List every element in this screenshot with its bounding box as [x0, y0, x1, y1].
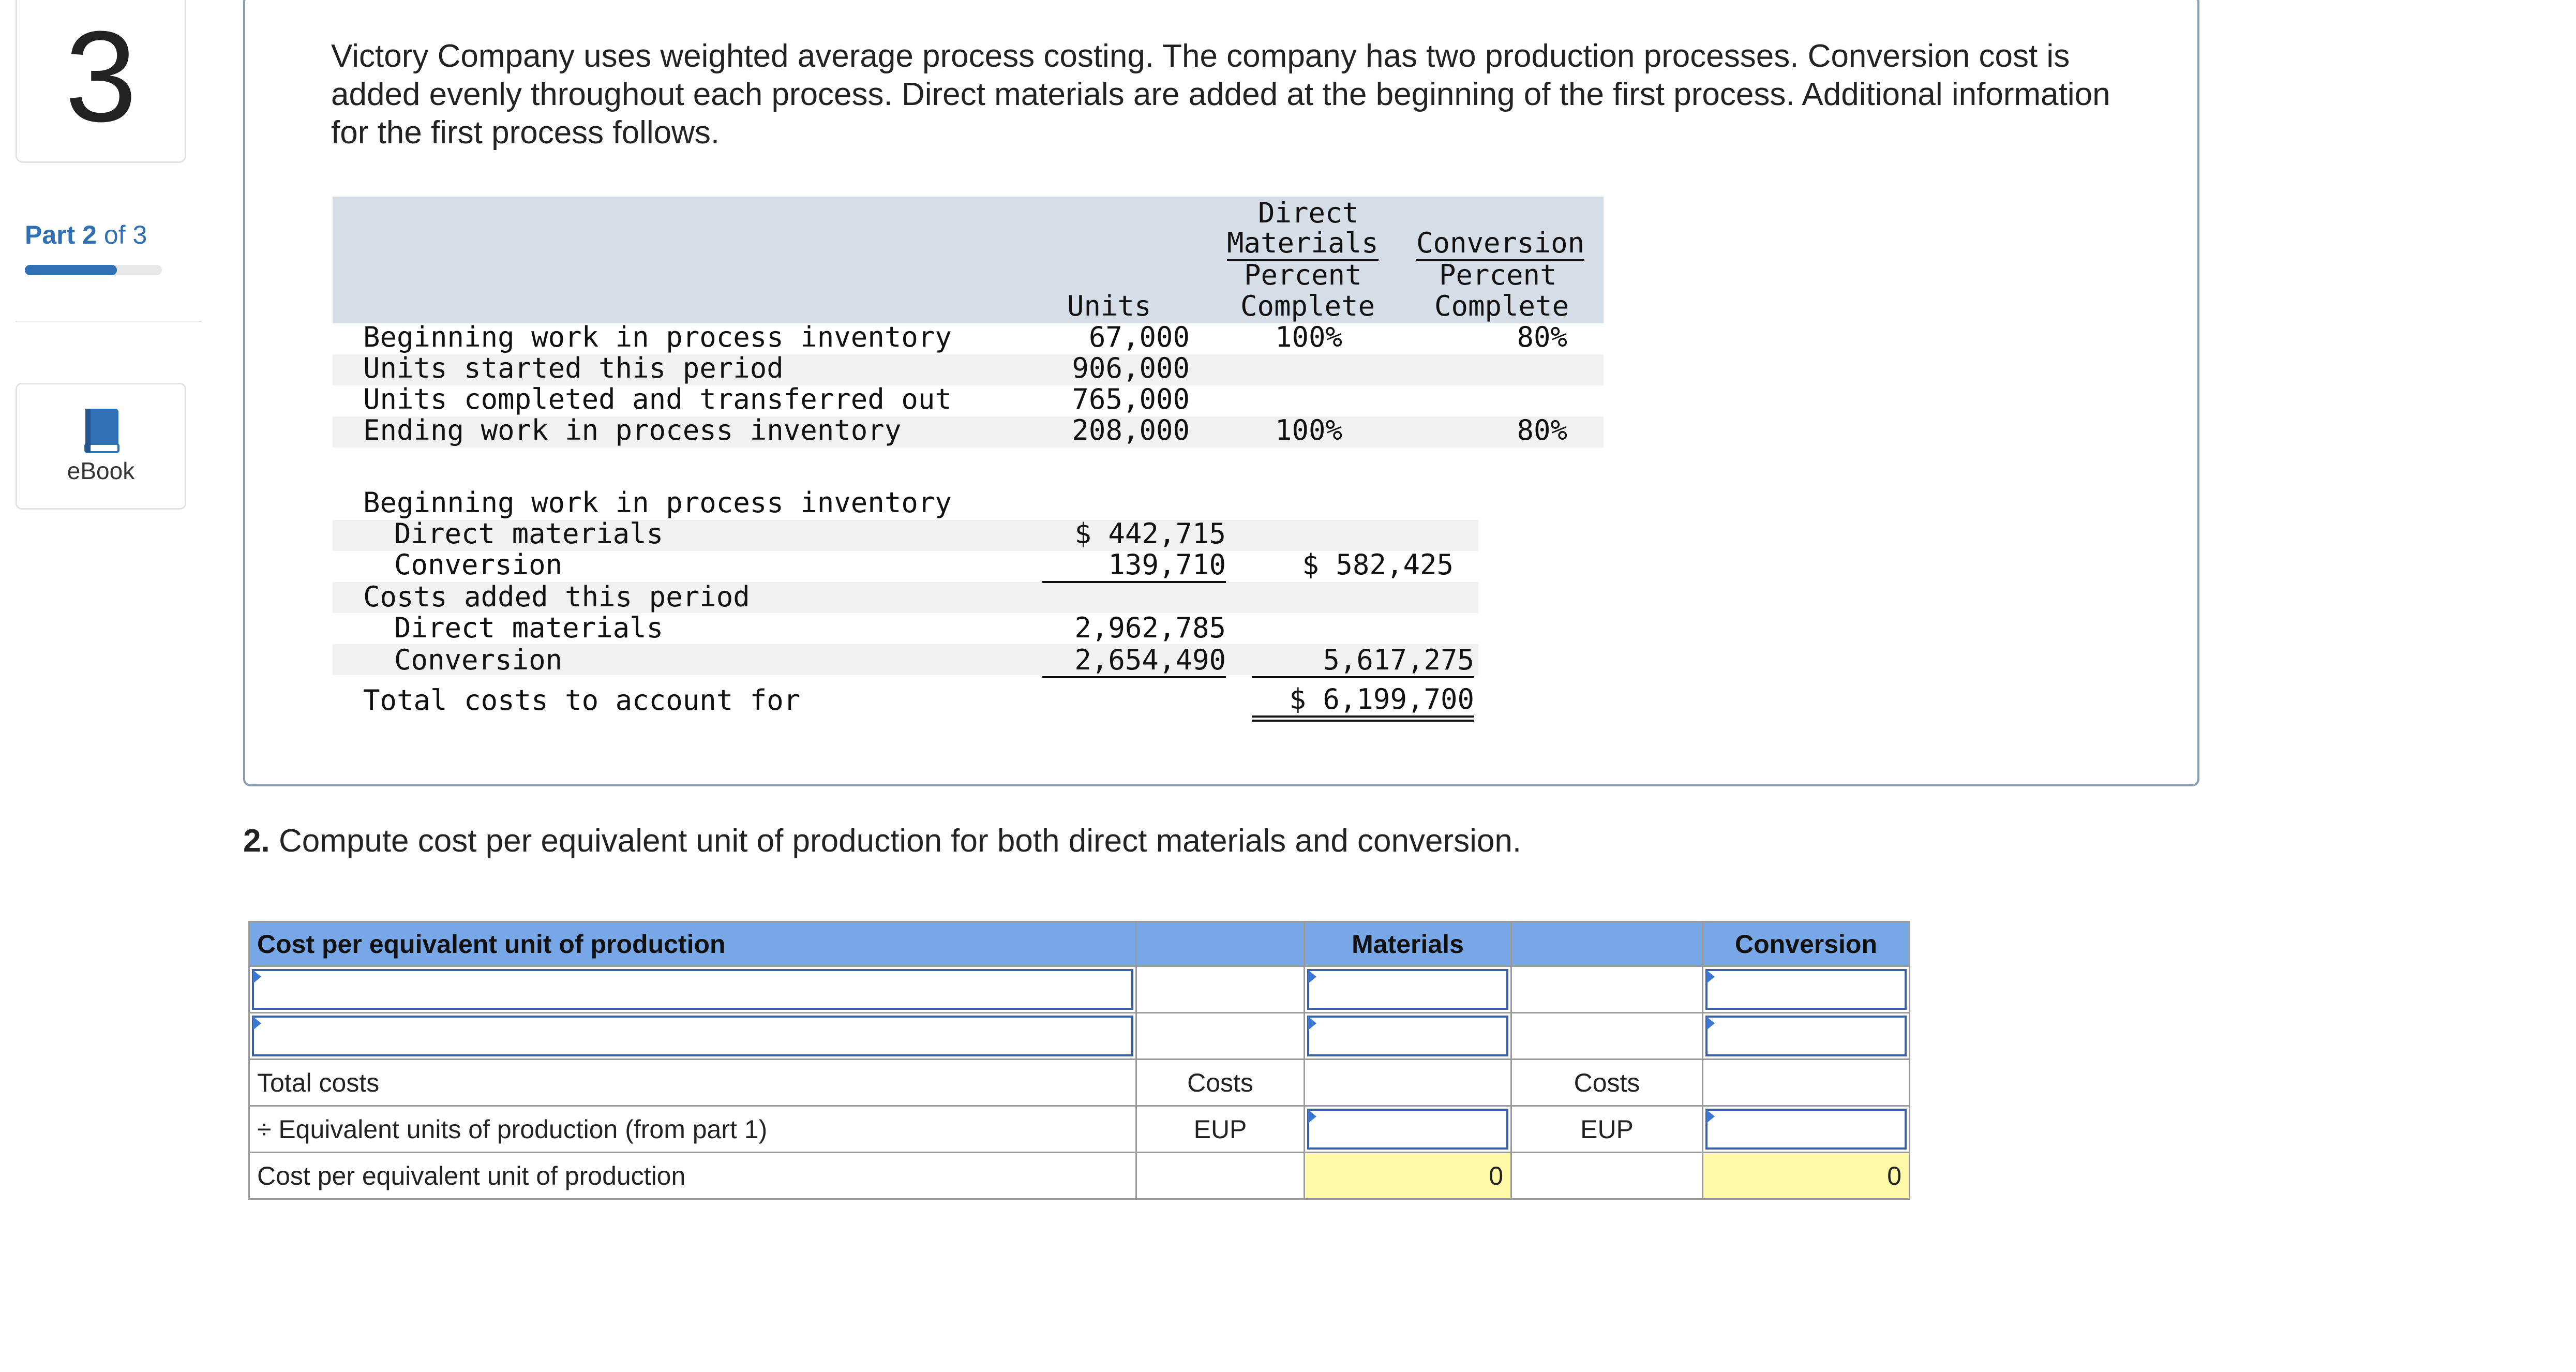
- cell: [1136, 1013, 1305, 1060]
- materials-total-costs-cell: [1305, 1060, 1511, 1106]
- table-row: [249, 966, 1910, 1013]
- cost-total-label: Total costs to account for: [363, 684, 801, 717]
- cell: [1703, 1013, 1910, 1060]
- cell: [1511, 966, 1703, 1013]
- table-row: [249, 1153, 1910, 1199]
- sidebar: [0, 0, 207, 1372]
- units-row-dm: 100%: [1275, 414, 1343, 446]
- units-row-units: 765,000: [1072, 383, 1190, 415]
- cost-add-total: 5,617,275: [1252, 644, 1474, 678]
- units-row-conv: 80%: [1517, 414, 1567, 446]
- part-current: 2: [82, 220, 97, 249]
- question-number-box[interactable]: [16, 0, 186, 163]
- costs-tag: Costs: [1511, 1060, 1703, 1106]
- worksheet-header-row: [249, 922, 1910, 966]
- units-row-label: Units started this period: [363, 352, 784, 384]
- conversion-input[interactable]: [1705, 1016, 1907, 1056]
- conv-header-line2: Conversion: [1416, 227, 1584, 261]
- cell: [1136, 1153, 1305, 1199]
- units-row-units: 906,000: [1072, 352, 1190, 384]
- cell: [1703, 1106, 1910, 1153]
- cost-total-value: $ 6,199,700: [1252, 683, 1474, 722]
- dm-header-line4: Complete: [1240, 290, 1375, 322]
- cost-beg-conv-value: 139,710: [1042, 548, 1226, 583]
- table-row: [249, 1060, 1910, 1106]
- conversion-total-costs-cell: [1703, 1060, 1910, 1106]
- dm-header-line1: Direct: [1258, 197, 1359, 229]
- dm-header-line3: Percent: [1244, 259, 1362, 291]
- cell: [249, 1013, 1136, 1060]
- cost-beginning-label: Beginning work in process inventory: [363, 486, 952, 519]
- part-progress-bar: [25, 265, 162, 275]
- units-row-label: Ending work in process inventory: [363, 414, 902, 446]
- units-header-band: [333, 197, 1604, 323]
- cell: [249, 966, 1136, 1013]
- materials-eup-input[interactable]: [1307, 1109, 1508, 1150]
- cost-beg-total: $ 582,425: [1302, 548, 1454, 581]
- question-number: 3: [65, 4, 137, 148]
- worksheet-header-blank: [1511, 922, 1703, 966]
- cell: [1703, 966, 1910, 1013]
- part-label: Part: [25, 220, 76, 249]
- ebook-button[interactable]: [16, 383, 186, 510]
- cost-add-conv-label: Conversion: [394, 644, 563, 676]
- row-label-input[interactable]: [252, 1016, 1133, 1056]
- cell: [1305, 1106, 1511, 1153]
- dm-header-line2: Materials: [1227, 227, 1379, 261]
- cell: [1305, 966, 1511, 1013]
- conversion-eup-input[interactable]: [1705, 1109, 1907, 1150]
- materials-header: Materials: [1305, 922, 1511, 966]
- worksheet-table: [248, 921, 1910, 1200]
- worksheet-header-blank: [1136, 922, 1305, 966]
- intro-text: Victory Company uses weighted average process costing. The company has two production processes. Conversion cost is added evenly throughout each process. Direct materials are added at the beginning of the first process. Additional information for the first process follows.: [331, 38, 2110, 151]
- conversion-header: Conversion: [1703, 922, 1910, 966]
- book-icon: [83, 408, 121, 454]
- materials-input[interactable]: [1307, 969, 1508, 1010]
- total-costs-label: Total costs: [249, 1060, 1136, 1106]
- units-row-dm: 100%: [1275, 321, 1343, 353]
- cell: [1136, 966, 1305, 1013]
- part-of: of 3: [103, 220, 147, 249]
- question-prompt: [243, 823, 1521, 859]
- worksheet-header-title: Cost per equivalent unit of production: [249, 922, 1136, 966]
- units-row-units: 208,000: [1072, 414, 1190, 446]
- units-row-units: 67,000: [1088, 321, 1190, 353]
- cell: [1511, 1013, 1703, 1060]
- cost-add-conv-value: 2,654,490: [1042, 644, 1226, 678]
- cpeu-label: Cost per equivalent unit of production: [249, 1153, 1136, 1199]
- cost-add-dm-label: Direct materials: [394, 612, 664, 644]
- eup-tag: EUP: [1511, 1106, 1703, 1153]
- cost-added-label: Costs added this period: [363, 580, 750, 613]
- table-row: [249, 1106, 1910, 1153]
- cell: [1305, 1013, 1511, 1060]
- conversion-cpeu-result: 0: [1703, 1153, 1910, 1199]
- row-label-input[interactable]: [252, 969, 1133, 1010]
- eup-tag: EUP: [1136, 1106, 1305, 1153]
- ebook-label: eBook: [67, 457, 135, 484]
- costs-tag: Costs: [1136, 1060, 1305, 1106]
- units-row-label: Units completed and transferred out: [363, 383, 952, 415]
- sidebar-divider: [16, 321, 202, 322]
- part-indicator: [25, 220, 147, 250]
- cell: [1511, 1153, 1703, 1199]
- materials-cpeu-result: 0: [1305, 1153, 1511, 1199]
- question-text: Compute cost per equivalent unit of production for both direct materials and conversion.: [278, 823, 1522, 859]
- cost-add-dm-value: 2,962,785: [1074, 612, 1226, 644]
- units-header: Units: [1067, 290, 1151, 322]
- part-progress-fill: [25, 265, 117, 275]
- table-row: [249, 1013, 1910, 1060]
- conv-header-line3: Percent: [1439, 259, 1557, 291]
- conv-header-line4: Complete: [1434, 290, 1569, 322]
- cost-beg-dm-value: $ 442,715: [1074, 517, 1226, 550]
- cost-beg-conv-label: Conversion: [394, 548, 563, 581]
- cost-beg-dm-label: Direct materials: [394, 517, 664, 550]
- units-row-label: Beginning work in process inventory: [363, 321, 952, 353]
- materials-input[interactable]: [1307, 1016, 1508, 1056]
- conversion-input[interactable]: [1705, 969, 1907, 1010]
- units-row-conv: 80%: [1517, 321, 1567, 353]
- eup-label: ÷ Equivalent units of production (from part 1): [249, 1106, 1136, 1153]
- question-number-label: 2.: [243, 823, 270, 859]
